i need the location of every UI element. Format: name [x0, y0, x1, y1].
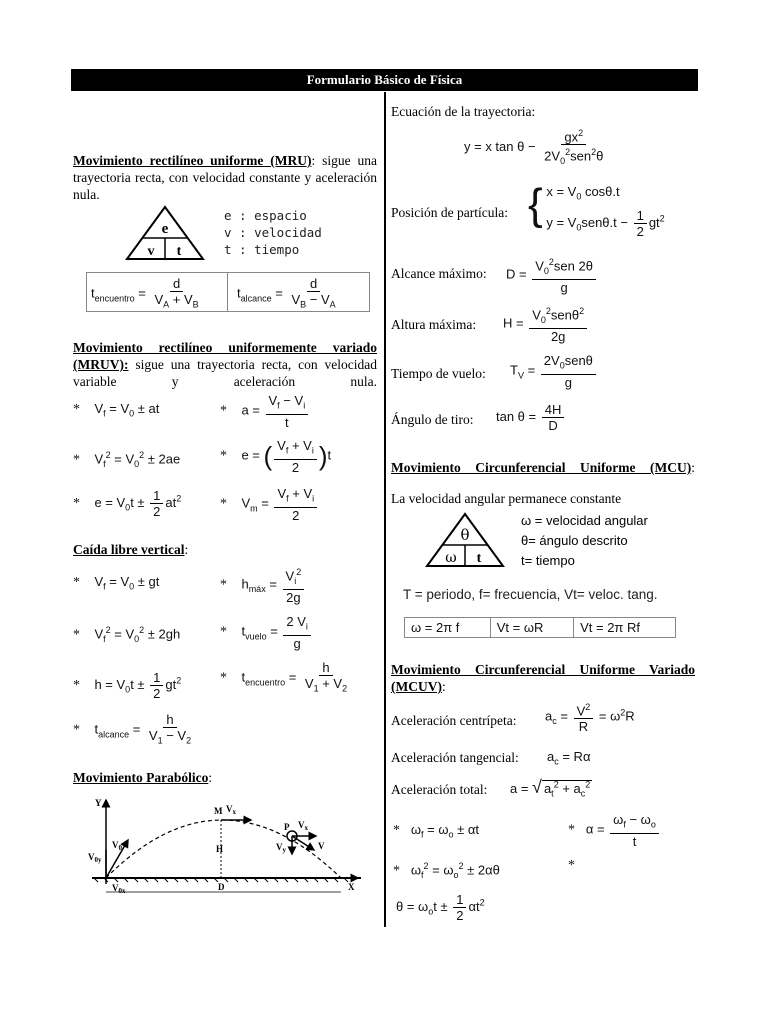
posicion-label: Posición de partícula: [391, 205, 508, 220]
mruv-formula-5: * $e = V_0t$ ± $\frac{1}{2}$ $at^2$ [73, 488, 182, 519]
mru-tri-e: e [161, 221, 169, 237]
mcu-legend-theta: θ= ángulo descrito [521, 533, 628, 548]
alcance-label: Alcance máximo: [391, 266, 487, 281]
mcu-legend [521, 511, 648, 571]
angulo-formula: tan θ = $\frac{4H}{D}$ [496, 402, 566, 433]
mcuv-formula-2: * α = $\frac{\omega_f - \omega_o}{t}$ [568, 812, 661, 849]
caida-section: Caída libre vertical: [73, 542, 189, 557]
caida-formula-5: * $h = V_0t$ ± $\frac{1}{2}$ $gt^2$ [73, 670, 182, 701]
mruv-section [73, 339, 377, 390]
mru-legend-e: e : espacio [224, 208, 307, 223]
svg-text:V0x: $V_{0x}$ [112, 883, 126, 895]
mru-section: Movimiento rectilíneo uniforme (MRU): sigue una trayectoria recta, con velocidad constante y aceleración nula. [73, 153, 377, 202]
mru-description: sigue una trayectoria recta, con velocidad constante y aceleración nula. [73, 153, 377, 202]
mruv-formula-1: * $V_f = V_0$ ± at [73, 401, 160, 419]
mcu-description: La velocidad angular permanece constante [391, 491, 622, 506]
column-divider [384, 92, 386, 927]
mru-t-encuentro: $t_{encuentro}$ = $\frac{d}{V_A + V_B}$ [91, 276, 199, 310]
caida-formula-7: * $t_{alcance}$ = $\frac{h}{V_1 - V_2}$ [73, 712, 192, 746]
mcuv-formula-3: * $\omega_f^2 = \omega_o^2 \pm 2\alpha\theta$ [393, 861, 500, 880]
svg-text:Vy: $V_y$ [276, 842, 286, 854]
page-title: Formulario Básico de Física [71, 69, 698, 91]
mru-tri-t: t [176, 244, 182, 259]
diagram-m-label: M [214, 806, 223, 816]
mruv-formula-3: * $V_f^2 = V_0^2 \pm 2ae$ [73, 450, 181, 469]
mruv-description: sigue una trayectoria recta, con velocidad variable y aceleración nula. [73, 357, 377, 389]
mruv-heading: Movimiento rectilíneo uniformemente variado (MRUV): [73, 340, 377, 372]
mru-encuentro-box [86, 272, 370, 312]
centripeta-formula: $a_c$ = $\frac{V^2}{R}$ = $\omega^2R$ [545, 702, 635, 735]
tiempo-label: Tiempo de vuelo: [391, 366, 486, 381]
parabolico-heading: Movimiento Parabólico [73, 770, 209, 785]
diagram-v0y-label: V [88, 852, 95, 862]
mcuv-section: Movimiento Circunferencial Uniforme Variado (MCUV): [391, 662, 695, 694]
caida-formula-2: * $h_{máx}$ = $\frac{V_i^2}{2g}$ [220, 565, 306, 605]
mcuv-formula-4-star: * [568, 858, 575, 873]
svg-text:V0y: $V_{0y}$ [88, 852, 102, 864]
angulo-label: Ángulo de tiro: [391, 412, 474, 427]
diagram-y-label: Y [95, 798, 102, 808]
parabolico-section: Movimiento Parabólico: [73, 770, 213, 785]
diagram-vx-label: V [226, 804, 233, 814]
mru-legend [224, 207, 322, 258]
mcu-legend-t: t= tiempo [521, 553, 575, 568]
mcu-omega-formula: ω = 2π f [405, 618, 491, 638]
caida-heading: Caída libre vertical [73, 542, 185, 557]
mruv-formula-4: * e = ( $\frac{V_f + V_i}{2}$ )t [220, 438, 332, 475]
diagram-d-label: D [218, 882, 225, 892]
posicion-formula: { $x = V_0$ cosθ.t $y = V_0sen\theta.t$ − $\frac{1}{2}$ $gt^2$ [528, 180, 665, 239]
diagram-v-label: V [318, 841, 325, 851]
mcu-triangle-diagram [425, 512, 505, 568]
tangencial-formula: $a_c = R\alpha$ [547, 749, 591, 767]
mcu-legend-omega: ω = velocidad angular [521, 513, 648, 528]
mcuv-formula-5: $\theta = \omega_ot$ ± $\frac{1}{2}$ $\alpha t^2$ [396, 892, 485, 923]
mcu-vt-formula-2: Vt = 2π Rf [574, 618, 676, 638]
mcu-tri-t: t [476, 551, 482, 566]
diagram-vy-label: V [276, 842, 283, 852]
mruv-formula-6: * $V_m$ = $\frac{V_f + V_i}{2}$ [220, 486, 319, 523]
mcu-section: Movimiento Circunferencial Uniforme (MCU): [391, 460, 695, 475]
diagram-p-label: P [284, 822, 290, 832]
mru-heading: Movimiento rectilíneo uniforme (MRU) [73, 153, 312, 168]
parabolic-motion-diagram [86, 792, 366, 904]
mcu-period-note: T = periodo, f= frecuencia, Vt= veloc. tang. [403, 587, 658, 602]
svg-text:V0: $V_0$ [112, 840, 122, 852]
caida-formula-1: * $V_f = V_0$ ± gt [73, 574, 160, 592]
mruv-formula-2: * a = $\frac{V_f - V_i}{t}$ [220, 393, 310, 430]
tangencial-label: Aceleración tangencial: [391, 750, 519, 765]
svg-text:Vx: $V_x$ [298, 820, 308, 832]
diagram-v0x-label: V [112, 883, 119, 893]
mcu-tri-theta: θ [460, 526, 470, 544]
caida-formula-3: * $V_f^2 = V_0^2 \pm 2gh$ [73, 625, 181, 644]
altura-formula: H = $V_0^2sen\theta^2$ 2g [503, 304, 589, 344]
tiempo-formula: $T_V$ = $2V_0sen\theta$ g [510, 353, 598, 390]
mcuv-heading: Movimiento Circunferencial Uniforme Variado (MCUV) [391, 662, 695, 694]
caida-formula-4: * $t_{vuelo}$ = $\frac{2 V_i}{g}$ [220, 614, 313, 651]
mru-legend-v: v : velocidad [224, 225, 322, 240]
mru-t-alcance: $t_{alcance}$ = $\frac{d}{V_B - V_A}$ [237, 276, 336, 310]
mcu-tri-omega: ω [445, 550, 457, 566]
svg-text:Vx: $V_x$ [226, 804, 236, 816]
mru-tri-v: v [147, 244, 155, 259]
diagram-h-label: H [216, 844, 224, 854]
mcu-vt-formula-1: Vt = ωR [490, 618, 573, 638]
alcance-formula: D = $V_0^2sen$ 2θ g [506, 255, 598, 295]
mru-triangle-diagram [125, 205, 205, 261]
total-label: Aceleración total: [391, 782, 488, 797]
mcuv-formula-1: * $\omega_f = \omega_o \pm \alpha t$ [393, 822, 479, 840]
trayectoria-formula: y = x tan θ − $gx^2$ $2V_0^2sen^2\theta$ [464, 128, 604, 167]
mcu-heading: Movimiento Circunferencial Uniforme (MCU) [391, 460, 692, 475]
diagram-vx2-label: V [298, 820, 305, 830]
centripeta-label: Aceleración centrípeta: [391, 713, 517, 728]
diagram-x-label: X [348, 882, 355, 892]
mru-legend-t: t : tiempo [224, 242, 300, 257]
caida-formula-6: * $t_{encuentro}$ = $\frac{h}{V_1 + V_2}$ [220, 660, 348, 694]
altura-label: Altura máxima: [391, 317, 477, 332]
mcu-formula-table [404, 617, 676, 638]
total-formula: a = √ $a_t^2 + a_c^2$ [510, 777, 591, 799]
trayectoria-label: Ecuación de la trayectoria: [391, 104, 536, 119]
diagram-v0-label: V [112, 840, 119, 850]
